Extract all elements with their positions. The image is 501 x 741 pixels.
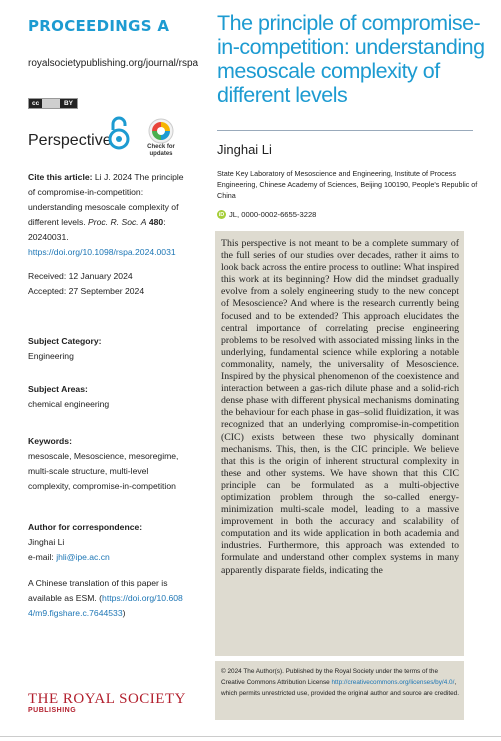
correspondence-label: Author for correspondence: bbox=[28, 522, 143, 532]
subject-areas-value: chemical engineering bbox=[28, 399, 110, 409]
license-link[interactable]: http://creativecommons.org/licenses/by/4.0/ bbox=[331, 679, 455, 686]
article-title: The principle of compromise-in-competition: understanding mesoscale complexity of different levels bbox=[217, 11, 485, 107]
keywords bbox=[28, 434, 188, 494]
subject-category-value: Engineering bbox=[28, 351, 74, 361]
title-divider bbox=[217, 130, 473, 131]
subject-areas bbox=[28, 382, 188, 412]
keywords-label: Keywords: bbox=[28, 436, 72, 446]
correspondence-email-prefix: e-mail: bbox=[28, 552, 57, 562]
orcid-label: JL, 0000-0002-6655-3228 bbox=[229, 210, 317, 219]
author-affiliation: State Key Laboratory of Mesoscience and Engineering, Institute of Process Engineering, Chinese Academy of Sciences, Beijing 100190, People's Republic of China bbox=[217, 169, 478, 200]
esm-note bbox=[28, 576, 188, 621]
correspondence bbox=[28, 520, 188, 565]
subject-areas-label: Subject Areas: bbox=[28, 384, 88, 394]
citation-block bbox=[28, 170, 188, 260]
page-bottom-divider bbox=[0, 736, 501, 737]
keywords-value: mesoscale, Mesoscience, meso​regime, multi-scale structure, multi-level complexity, compromise-in-competition bbox=[28, 451, 179, 491]
cc-by-label: BY bbox=[60, 99, 77, 108]
esm-close: ) bbox=[122, 608, 126, 618]
article-type: Perspective bbox=[28, 132, 112, 149]
open-access-icon bbox=[108, 115, 130, 151]
subject-category bbox=[28, 334, 188, 364]
cc-icon: cc bbox=[29, 99, 42, 108]
publisher-sub: PUBLISHING bbox=[28, 707, 77, 714]
orcid[interactable] bbox=[217, 210, 316, 219]
citation-doi-link[interactable]: https://doi.org/10.1098/rspa.2024.0031 bbox=[28, 247, 176, 257]
citation-journal: Proc. R. Soc. A bbox=[88, 217, 147, 227]
citation-text: Li J. 2024 The principle of compromise-in-competition: understanding mesoscale complexity of different levels. bbox=[28, 172, 184, 227]
journal-name: PROCEEDINGS A bbox=[28, 17, 170, 35]
check-for-updates-label[interactable]: Check for updates bbox=[147, 144, 175, 157]
author-name: Jinghai Li bbox=[217, 142, 272, 157]
citation-label: Cite this article: bbox=[28, 172, 93, 182]
accepted-date: Accepted: 27 September 2024 bbox=[28, 286, 145, 296]
correspondence-name: Jinghai Li bbox=[28, 537, 65, 547]
orcid-icon: iD bbox=[218, 211, 225, 218]
subject-category-label: Subject Category: bbox=[28, 336, 102, 346]
abstract: This perspective is not meant to be a complete summary of the full series of our studies over decades, rather it aims to look back across the entire process to outline: What inspired this work at its beginning? How did the mindset gradually evolve from a solely engineering study to the new concept of Mesoscience? And where is the research currently being focused and to be extended? This approach elucidates the central importance of correlating precise engineering problems to be resolved with associated missing links in the underlying, fundamental science while exploring a notable commonality, namely, the universality of Mesoscience. Inspired by the physical phenomenon of the coexistence and interaction between a gas-rich dilute phase and a solid-rich dense phase with different physical mechanisms dominating the behaviour for each phase in gas–solid fluidization, it was recognized that an underlying compromise-in-competition (CIC) exists between these two physically dominant mechanisms. This, then, is the CIC principle. We believe that this is the origin of inherent structural complexity in these and other systems. We have shown that this CIC principle can be formulated as a multi-objective optimization problem through the so-called energy-minimization multi-scale model, leading to a massive improvement in both the accuracy and scalability of computation and its wide application in both academia and industries. Furthermore, this approach was extended to formulate and understand other complex systems in many apparently disparate fields, indicating the bbox=[215, 231, 464, 656]
correspondence-email-link[interactable]: jhli@ipe.ac.cn bbox=[56, 552, 110, 562]
citation-volume: 480 bbox=[148, 217, 164, 227]
dates-block bbox=[28, 269, 188, 299]
license-box bbox=[215, 661, 464, 720]
license-text-pre: © 2024 The Author(s). Published by the Royal Society under the terms of the Creative Commons Attribution License bbox=[221, 668, 439, 686]
publisher-logo: THE ROYAL SOCIETY bbox=[28, 691, 186, 707]
license-text-post: , which permits unrestricted use, provided the original author and source are credited. bbox=[221, 679, 460, 697]
citation-article: : 20240031. bbox=[28, 217, 166, 242]
received-date: Received: 12 January 2024 bbox=[28, 271, 133, 281]
esm-link[interactable]: https://doi.org/10.6084/m9.figshare.c.7644533 bbox=[28, 593, 183, 618]
esm-text: A Chinese translation of this paper is available as ESM. ( bbox=[28, 578, 168, 603]
cc-license-badge[interactable] bbox=[28, 98, 78, 109]
journal-url[interactable]: royalsocietypublishing.org/journal/rspa bbox=[28, 58, 199, 69]
check-for-updates-icon[interactable] bbox=[148, 118, 174, 144]
